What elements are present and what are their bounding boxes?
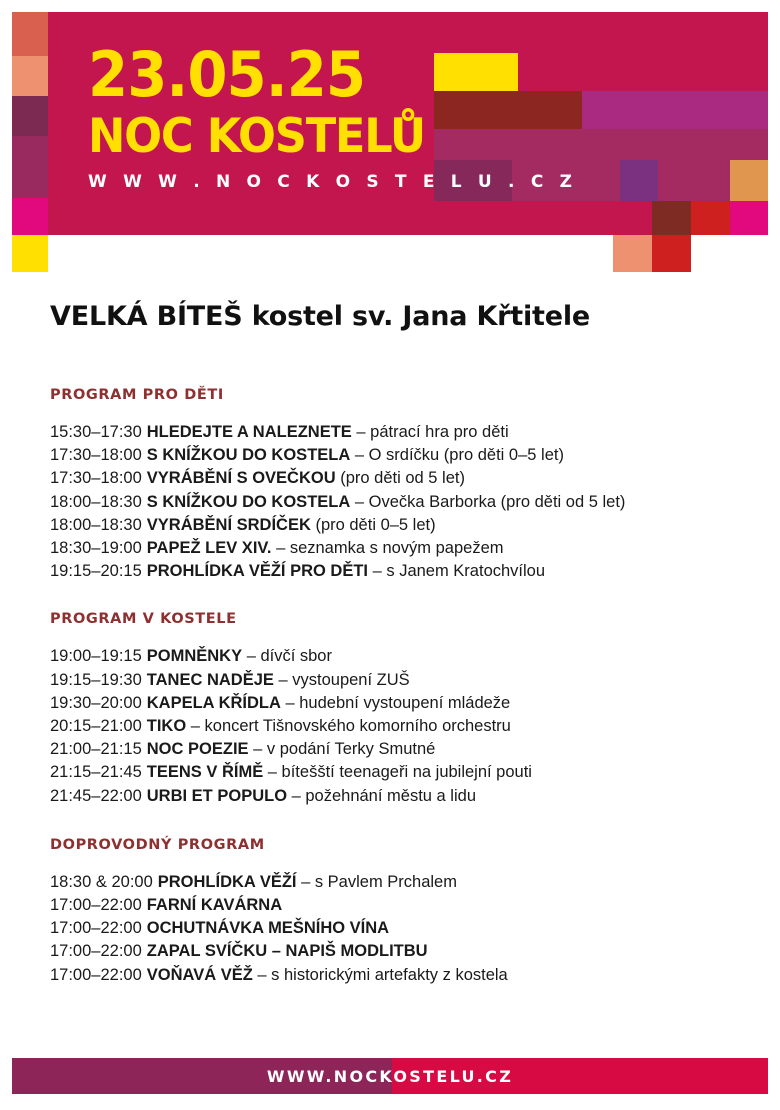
program-row bbox=[50, 645, 765, 668]
program-description: – v podání Terky Smutné bbox=[248, 740, 436, 759]
program-row bbox=[50, 560, 765, 583]
program-row bbox=[50, 738, 765, 761]
program-description: (pro děti 0–5 let) bbox=[310, 515, 436, 534]
program-name: VYRÁBĚNÍ SRDÍČEK bbox=[146, 515, 311, 534]
program-time: 17:30–18:00 bbox=[50, 446, 142, 465]
program-section-church bbox=[50, 610, 765, 807]
program-name: PROHLÍDKA VĚŽÍ bbox=[157, 872, 297, 891]
program-list-accompanying bbox=[50, 871, 765, 987]
banner-right-block-magenta bbox=[582, 91, 768, 129]
program-description: – pátrací hra pro děti bbox=[351, 423, 509, 441]
program-name: PROHLÍDKA VĚŽÍ PRO DĚTI bbox=[146, 562, 369, 581]
program-description: – dívčí sbor bbox=[242, 647, 332, 666]
program-time: 18:00–18:30 bbox=[50, 492, 142, 511]
program-row bbox=[50, 940, 765, 963]
banner-left-block-plum bbox=[12, 136, 48, 198]
program-description: – požehnání městu a lidu bbox=[287, 786, 476, 805]
program-list-children bbox=[50, 421, 765, 583]
program-content bbox=[50, 386, 765, 1009]
program-time: 19:30–20:00 bbox=[50, 693, 142, 712]
program-name: TEENS V ŘÍMĚ bbox=[146, 763, 264, 782]
banner-left-block-yellow bbox=[12, 235, 48, 272]
banner-right-block-brown-small bbox=[652, 201, 691, 235]
program-row bbox=[50, 964, 765, 987]
program-description: – seznamka s novým papežem bbox=[271, 539, 504, 558]
program-time: 19:00–19:15 bbox=[50, 647, 142, 666]
banner-left-block-pink bbox=[12, 198, 48, 235]
banner-right-block-orange bbox=[730, 160, 768, 201]
program-name: ZAPAL SVÍČKU – NAPIŠ MODLITBU bbox=[146, 942, 428, 961]
program-name: VYRÁBĚNÍ S OVEČKOU bbox=[146, 469, 336, 488]
program-time: 18:30–19:00 bbox=[50, 539, 142, 558]
program-row bbox=[50, 894, 765, 917]
program-section-children bbox=[50, 386, 765, 583]
program-section-accompanying bbox=[50, 836, 765, 987]
program-name: VOŇAVÁ VĚŽ bbox=[146, 965, 253, 984]
program-name: URBI ET POPULO bbox=[146, 786, 288, 805]
program-description: – koncert Tišnovského komorního orchestru bbox=[186, 717, 511, 736]
program-time: 17:00–22:00 bbox=[50, 919, 142, 938]
program-row bbox=[50, 537, 765, 560]
program-time: 17:00–22:00 bbox=[50, 942, 142, 961]
section-heading-children: PROGRAM PRO DĚTI bbox=[50, 387, 224, 403]
logo-website-url: W W W . N O C K O S T E L U . C Z bbox=[88, 172, 578, 192]
program-name: POMNĚNKY bbox=[146, 647, 243, 666]
page-title: VELKÁ BÍTEŠ kostel sv. Jana Křtitele bbox=[50, 301, 591, 332]
banner-right-block-violet bbox=[620, 160, 658, 201]
program-list-church bbox=[50, 645, 765, 807]
section-heading-church: PROGRAM V KOSTELE bbox=[50, 611, 237, 628]
program-time: 19:15–19:30 bbox=[50, 670, 142, 689]
program-row bbox=[50, 491, 765, 514]
noc-kostelu-logo bbox=[88, 38, 578, 192]
program-description: – hudební vystoupení mládeže bbox=[280, 693, 511, 712]
program-description: – s historickými artefakty z kostela bbox=[252, 965, 508, 984]
poster-header-banner bbox=[0, 0, 780, 290]
program-name: S KNÍŽKOU DO KOSTELA bbox=[146, 492, 351, 511]
program-time: 18:00–18:30 bbox=[50, 515, 142, 534]
banner-bottom-block-salmon bbox=[613, 235, 652, 272]
program-description: – s Janem Kratochvílou bbox=[368, 562, 546, 581]
banner-right-block-pink bbox=[730, 201, 768, 235]
program-row bbox=[50, 785, 765, 808]
program-row bbox=[50, 467, 765, 490]
program-name: PAPEŽ LEV XIV. bbox=[146, 539, 272, 558]
program-row bbox=[50, 669, 765, 692]
program-description: – Ovečka Barborka (pro děti od 5 let) bbox=[350, 492, 626, 511]
program-row bbox=[50, 761, 765, 784]
banner-left-block-dark-plum bbox=[12, 96, 48, 136]
program-description: – s Pavlem Prchalem bbox=[296, 872, 457, 891]
program-name: HLEDEJTE A NALEZNETE bbox=[146, 423, 352, 441]
program-time: 17:00–22:00 bbox=[50, 896, 142, 915]
banner-right-block-red bbox=[691, 201, 730, 235]
program-row bbox=[50, 715, 765, 738]
program-time: 21:15–21:45 bbox=[50, 763, 142, 782]
program-description: (pro děti od 5 let) bbox=[335, 469, 465, 488]
banner-left-block-coral bbox=[12, 12, 48, 56]
logo-event-date: 23.05.25 bbox=[88, 38, 366, 111]
program-description: – O srdíčku (pro děti 0–5 let) bbox=[350, 446, 564, 465]
program-time: 17:30–18:00 bbox=[50, 469, 142, 488]
section-heading-accompanying: DOPROVODNÝ PROGRAM bbox=[50, 836, 265, 853]
footer-website-url: WWW.NOCKOSTELU.CZ bbox=[266, 1066, 514, 1086]
poster-footer bbox=[12, 1058, 768, 1094]
program-row bbox=[50, 917, 765, 940]
program-name: OCHUTNÁVKA MEŠNÍHO VÍNA bbox=[146, 919, 390, 938]
banner-left-block-salmon bbox=[12, 56, 48, 96]
program-time: 19:15–20:15 bbox=[50, 562, 142, 581]
program-row bbox=[50, 514, 765, 537]
program-name: S KNÍŽKOU DO KOSTELA bbox=[146, 446, 351, 465]
program-time: 21:45–22:00 bbox=[50, 786, 142, 805]
program-time: 15:30–17:30 bbox=[50, 423, 142, 441]
program-name: TIKO bbox=[146, 717, 187, 736]
program-row bbox=[50, 444, 765, 467]
logo-event-name: NOC KOSTELŮ bbox=[88, 109, 425, 164]
program-row bbox=[50, 421, 765, 444]
program-row bbox=[50, 871, 765, 894]
program-name: FARNÍ KAVÁRNA bbox=[146, 896, 283, 915]
program-time: 17:00–22:00 bbox=[50, 965, 142, 984]
program-description: – vystoupení ZUŠ bbox=[273, 670, 410, 689]
program-description: – bítešští teenageři na jubilejní pouti bbox=[263, 763, 532, 782]
program-name: KAPELA KŘÍDLA bbox=[146, 693, 281, 712]
program-time: 18:30 & 20:00 bbox=[50, 872, 153, 891]
banner-bottom-block-red bbox=[652, 235, 691, 272]
program-name: NOC POEZIE bbox=[146, 740, 249, 759]
program-row bbox=[50, 692, 765, 715]
program-time: 20:15–21:00 bbox=[50, 717, 142, 736]
program-name: TANEC NADĚJE bbox=[146, 670, 274, 689]
program-time: 21:00–21:15 bbox=[50, 740, 142, 759]
